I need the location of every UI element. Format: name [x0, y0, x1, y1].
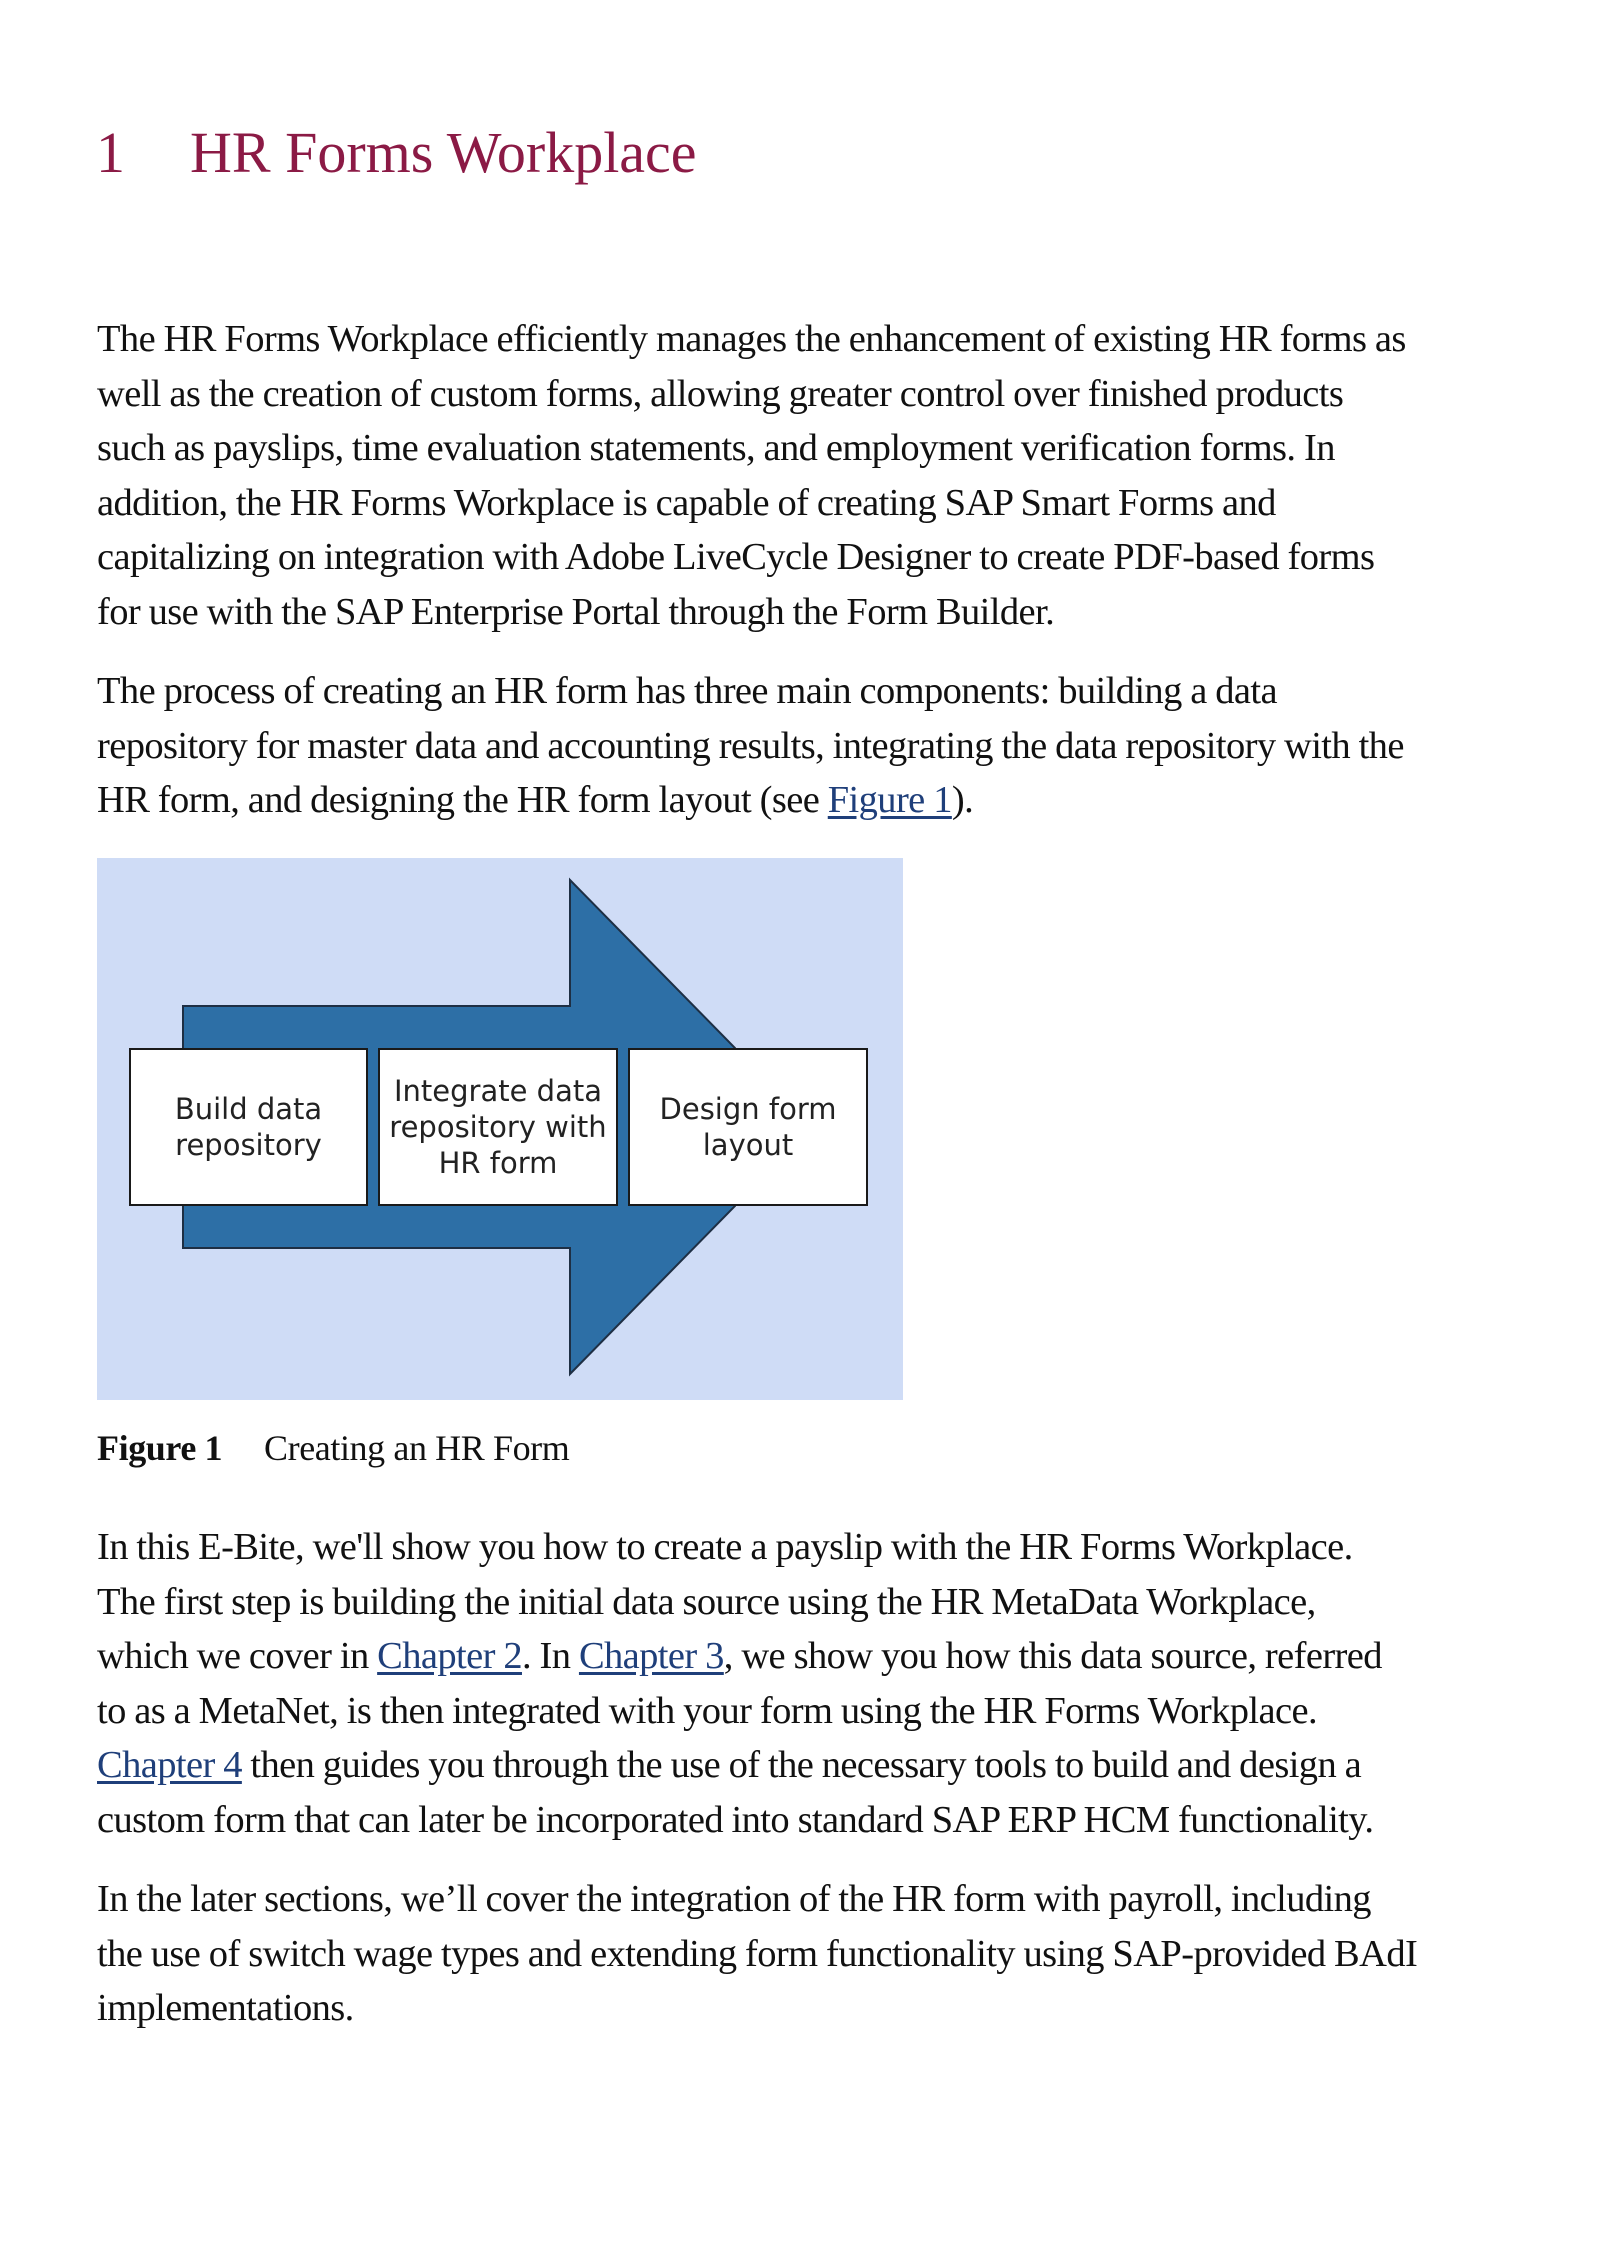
text-line: well as the creation of custom forms, allowing greater control over finished products	[97, 372, 1344, 415]
text-segment: , we show you how this data source, referred	[723, 1635, 1382, 1677]
step-build-data-repository: Build data repository	[129, 1048, 368, 1206]
text-line: implementations.	[97, 1987, 354, 2029]
intro-paragraph	[97, 312, 1537, 639]
chapter-number: 1	[96, 120, 125, 185]
text-segment: . In	[521, 1635, 579, 1677]
text-line	[97, 1629, 1537, 1684]
text-line: repository for master data and accounting results, integrating the data repository with the	[97, 724, 1404, 767]
text-line: In the later sections, we’ll cover the integration of the HR form with payroll, including	[97, 1878, 1371, 1920]
ebite-overview-paragraph	[97, 1520, 1537, 1847]
text-segment: HR form, and designing the HR form layout (see	[97, 779, 828, 821]
text-line	[97, 773, 1537, 828]
figure-caption	[97, 1426, 569, 1470]
step-design-form-layout: Design form layout	[628, 1048, 868, 1206]
chapter-heading	[96, 118, 697, 188]
chapter-2-link[interactable]: Chapter 2	[377, 1635, 522, 1677]
figure-caption-label: Figure 1	[97, 1428, 223, 1468]
process-figure	[97, 858, 903, 1400]
text-line: The HR Forms Workplace efficiently manages the enhancement of existing HR forms as	[97, 318, 1406, 360]
later-sections-paragraph	[97, 1872, 1537, 2036]
chapter-title: HR Forms Workplace	[190, 120, 697, 185]
text-line: custom form that can later be incorporated into standard SAP ERP HCM functionality.	[97, 1798, 1374, 1841]
text-line: the use of switch wage types and extending form functionality using SAP-provided BAdI	[97, 1932, 1418, 1975]
text-line: addition, the HR Forms Workplace is capable of creating SAP Smart Forms and	[97, 481, 1276, 524]
text-line: for use with the SAP Enterprise Portal through the Form Builder.	[97, 590, 1055, 633]
text-segment: ).	[951, 779, 974, 821]
process-paragraph	[97, 664, 1537, 828]
text-line: The first step is building the initial data source using the HR MetaData Workplace,	[97, 1580, 1316, 1623]
text-segment: which we cover in	[97, 1635, 378, 1677]
text-line: capitalizing on integration with Adobe LiveCycle Designer to create PDF-based forms	[97, 536, 1375, 578]
text-line: The process of creating an HR form has three main components: building a data	[97, 670, 1277, 712]
step-integrate-data-repository: Integrate data repository with HR form	[378, 1048, 618, 1206]
text-line	[97, 1738, 1537, 1793]
figure-1-link[interactable]: Figure 1	[827, 779, 952, 821]
text-line: such as payslips, time evaluation statements, and employment verification forms. In	[97, 427, 1335, 469]
text-segment: then guides you through the use of the necessary tools to build and design a	[241, 1744, 1362, 1786]
figure-caption-text: Creating an HR Form	[264, 1428, 570, 1468]
chapter-4-link[interactable]: Chapter 4	[97, 1744, 242, 1786]
chapter-3-link[interactable]: Chapter 3	[578, 1635, 724, 1677]
text-line: In this E-Bite, we'll show you how to create a payslip with the HR Forms Workplace.	[97, 1526, 1353, 1568]
text-line: to as a MetaNet, is then integrated with your form using the HR Forms Workplace.	[97, 1689, 1317, 1732]
